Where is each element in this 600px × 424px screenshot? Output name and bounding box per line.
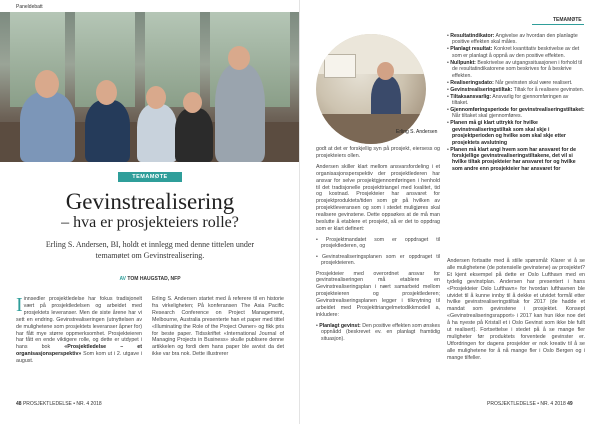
body-text: Andersen skiller klart mellom ansvarsfordeling i et organisasjonsperspektiv der prosjektlederen har ansvar for selve prosjektgjennomføringen i henhold til det tradisjonelle prosjekttriangel med kvalitet, tid og kostnad. Prosjekteier har ansvaret for prosjektproduktets/tiden som gir på hvilken av prosjektleveransen og som i stedet muligjøres skal realisere gevinstene. Dette oppsøkes at de må man beslutte å etablere et prosjekt, så er det to oppdrag som er klart definert: — [316, 163, 440, 232]
article-subtitle: – hva er prosjekteiers rolle? — [61, 214, 239, 231]
panelist-head — [35, 70, 59, 98]
photo-caption: Erling S. Andersen — [396, 129, 438, 135]
panelist-head — [183, 92, 202, 113]
list-item: • Tiltaksansvarlig: Ansvarlig for gjennomføringen av tiltaket. — [447, 93, 569, 107]
byline — [0, 276, 300, 282]
byline-author: TOM HAUGSTAD, NFP — [127, 276, 181, 282]
bullet-list — [316, 323, 440, 342]
book-title: «Prosjektledelse – et organisasjonsperspektiv» — [16, 344, 142, 358]
panelist-head — [96, 80, 117, 105]
panel-photo — [0, 12, 300, 162]
article-title: Gevinstrealisering — [65, 189, 235, 214]
moderator-head — [228, 46, 250, 70]
moderator — [215, 64, 265, 162]
section-label: Paneldebatt — [16, 4, 43, 10]
folio — [16, 401, 102, 407]
list-item: • Planen må klart angi hvem som har ansvaret for de forskjellige gevinstrealiseringstiltakene, det vil si hvilke tiltak prosjekteier har ansvaret for og hvilke som andre enn prosjekteier har ansvaret for — [447, 146, 576, 172]
list-item: • Resultatindikator: Angivelse av hvordan den planlagte positive effekten skal måles. — [447, 33, 578, 46]
drop-cap: I — [16, 294, 23, 316]
list-item: • Prosjektmandatet som er oppdraget til prosjektlederen, og — [316, 236, 440, 250]
body-text: innsedler prosjektledelse har fokus tradisjonelt vært på prosjektledelsen og arbeidet med prosjektets leveranser. Men de siste årene har vi sett en endring. Gevinstrealiseringen (utnyttelsen av de mulighetene som prosjektets leveranser åpner for) har fått mye større oppmerksomhet. Prosjekteieren har fått en ende viktigere rolle, og dette er utdypet i hans bok — [16, 296, 142, 351]
panelist — [137, 104, 177, 162]
body-column-2 — [447, 258, 585, 362]
body-column-1 — [16, 296, 142, 365]
list-item: • Nullpunkt: Beskrivelse av utgangssituasjonen i forhold til de resultatindikatorene som beskrives for å beskrive effekten. — [447, 59, 583, 79]
list-item: • Gevinstrealiseringstiltak: Tiltak for å realisere gevinsten. — [447, 86, 585, 93]
body-column-2 — [152, 296, 284, 358]
body-column-1 — [316, 146, 440, 346]
publication-name: PROSJEKTLEDELSE • NR. 4 2018 — [22, 401, 102, 407]
speaker-photo — [316, 34, 426, 144]
list-item: • Gevinstrealiseringsplanen som er oppdraget til prosjekteieren. — [316, 253, 440, 267]
body-text: Andersen fortsatte med å stille spørsmål: Klarer vi å se alle mulighetene (de potensielle gevinstene) av prosjektet? Et kjent eksempel på dette er Oslo Lufthavn med en tydelig gevinstplan. Andersen har presentert i hans «Prosjekteier Oslo Lufthavn» for hvordan lufthavnen ble utvidet til å kunne innby til å dekke et utvidet formål etter hvilke gevinstrealiseringstiltak for 2017 (de hadde et mandat som gevinstene i prosjektet. Konsept «Gevinstrealiseringsrapport» i 2017 kan hun ikke noe det å ha nyeste på Kristall et i Oslo Gevinst som ikke ble fullt ut realisert). Fortsettelse i stedet på å se mange fler muligheter før produktets forventede gevinster er. Utfordringen for dagens prosjekter er nok kreativ til å se alle mulighetene for å nå mange fler i Oslo Bergen og i mange tilfeller. — [447, 258, 585, 361]
panelist — [20, 92, 75, 162]
body-text: Erling S. Andersen startet med å referere til en historie fra virkeligheten; På konferansen The Asia Pacific Research Conference on Project Management, Melbourne, Australia presenterte han et paper med tittel «Illuminating the Role of the Project Owner» og fikk pris for beste paper. Tidsskriftet «International Journal of Managing Projects in Business» skulle publisere denne artikkelen og fordi dem hans paper ble avvist da det ikke var bra nok. Dette illustrerer — [152, 296, 284, 358]
definition-list — [316, 237, 440, 267]
list-item: • Realiseringsdato: Når gevinsten skal være realisert. — [447, 79, 573, 86]
article-lead: Erling S. Andersen, BI, holdt et innlegg med denne tittelen under temamøtet om Gevinstrealisering. — [45, 240, 255, 260]
body-text: Prosjekteier med overordnet ansvar for gevinstrealiseringen må etablere en Gevinstrealiseringsplan i nært samarbeid mellom prosjekteieren og prosjektlederen; Gevinstrealiseringsplanen legger i tilknytning til arbeidet med Prosjekttriangelmetodikkmodell a, inkludere: — [316, 270, 440, 318]
benefit-plan-list — [447, 33, 585, 173]
projector-screen — [324, 54, 356, 78]
byline-prefix: AV — [119, 276, 127, 282]
page-number: 48 — [16, 401, 22, 407]
page-number: 49 — [567, 401, 573, 407]
list-item: • Planlagt resultat: Konkret kvantitativ beskrivelse av det som er planlagt å oppnå av den positive effekten. — [447, 46, 580, 59]
body-text: Som kom ut i 2. utgave i august. — [16, 351, 142, 365]
list-item: • Gjennomføringsperiode for gevinstrealiseringstiltaket: Når tiltaket skal gjennomføres. — [447, 107, 585, 120]
panelist-head — [146, 86, 166, 109]
list-item: • Planen må gi klart uttrykk for hvilke gevinstrealiseringstiltak som skal skje i prosjektperioden og hvilke som skal skje etter prosjektets avslutning — [447, 120, 566, 146]
section-badge: TEMAMØTE — [118, 172, 182, 182]
folio — [487, 401, 573, 407]
panelist — [175, 108, 213, 162]
list-item: • Planlagt gevinst: Den positive effekten som ønskes oppnådd (beskrevet ev. en planlagt framtidig situasjon). — [316, 322, 440, 342]
section-label: TEMAMØTE — [553, 17, 582, 23]
body-text: godt at det er forskjellig syn på prosjekt, eiersess og prosjekteiers ollen. — [316, 146, 440, 159]
speaker-head — [377, 62, 394, 80]
publication-name: PROSJEKTLEDELSE • NR. 4 2018 — [487, 401, 566, 407]
panelist — [85, 100, 130, 162]
header-rule — [532, 24, 584, 25]
